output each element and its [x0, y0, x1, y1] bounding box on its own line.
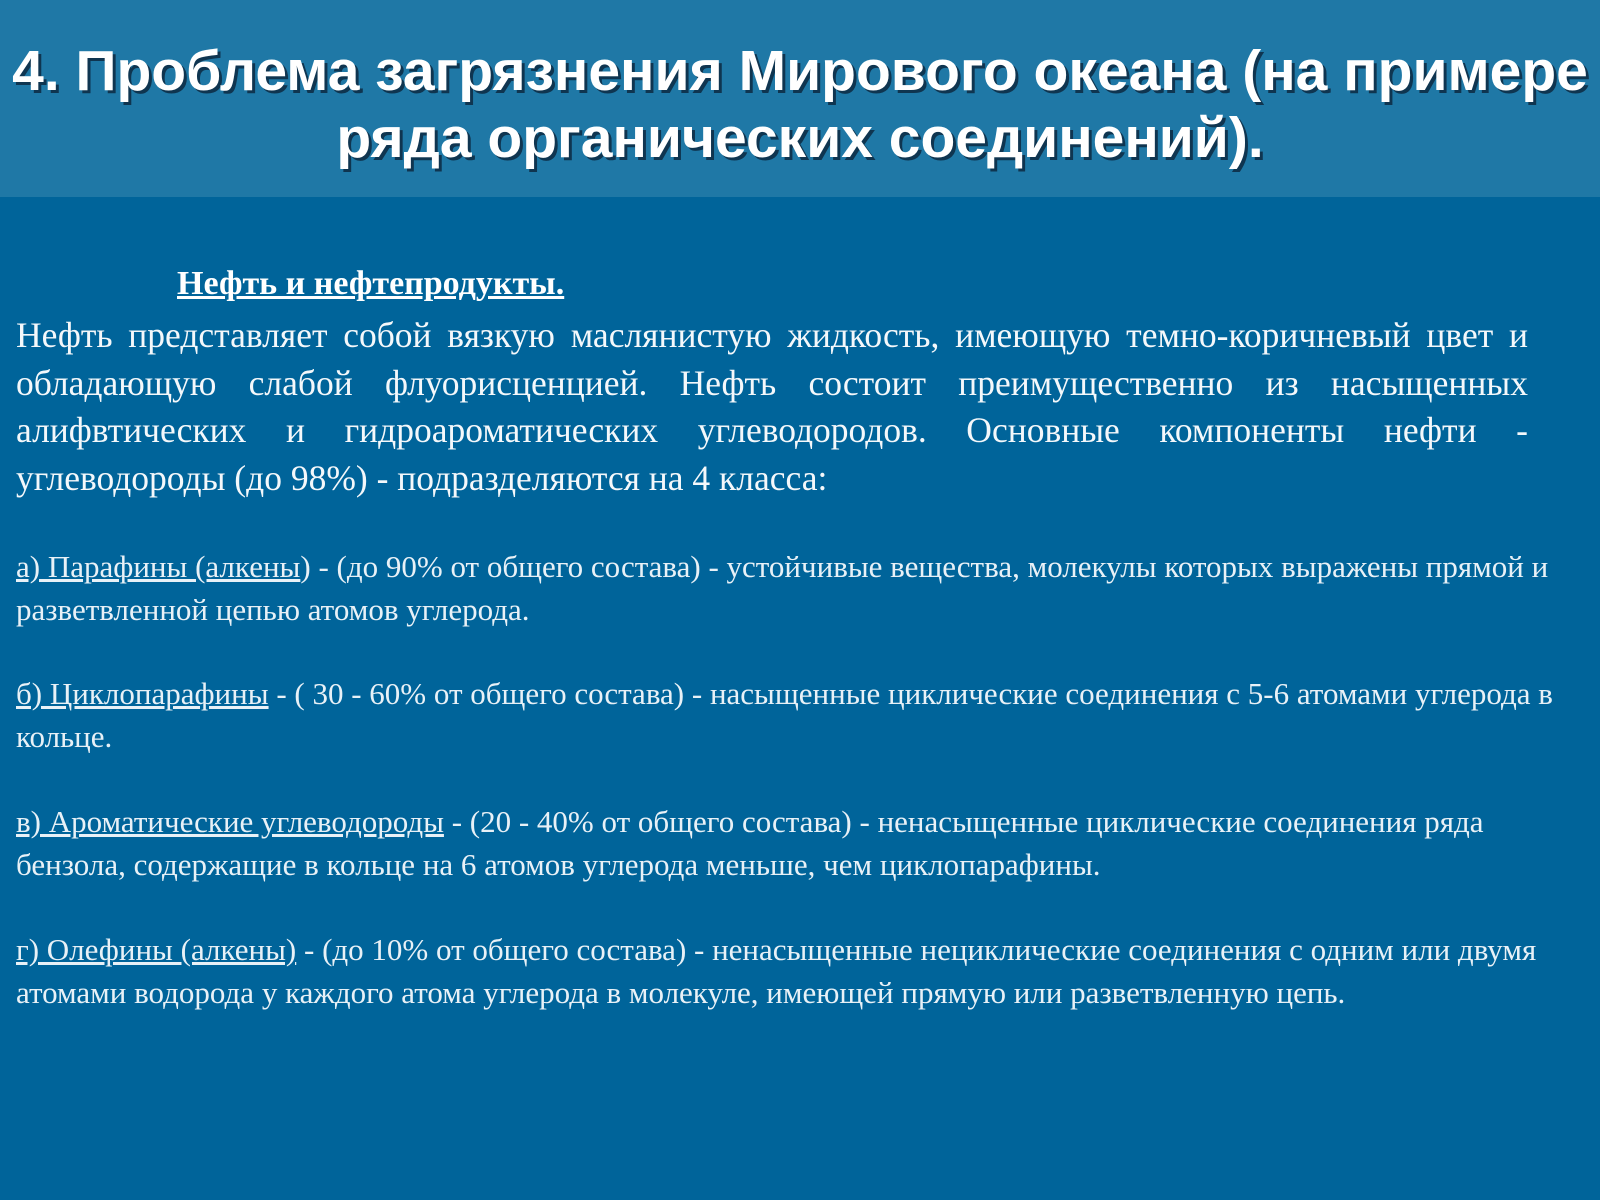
class-item-text: - (20 - 40% от общего состава) - ненасыщенные циклические соединения ряда бензола, содержащие в кольце на 6 атомов углерода меньше, чем циклопарафины.: [16, 804, 1484, 882]
class-item-label: а) Парафины (алкены: [16, 549, 301, 584]
class-item-label: б) Циклопарафины: [16, 676, 269, 711]
class-item-text: ) - (до 90% от общего состава) - устойчивые вещества, молекулы которых выражены прямой и разветвленной цепью атомов углерода.: [16, 549, 1549, 627]
slide-title: 4. Проблема загрязнения Мирового океана (на примере ряда органических соединений).: [12, 39, 1588, 170]
class-item-label: в) Ароматические углеводороды: [16, 804, 444, 839]
intro-paragraph: Нефть представляет собой вязкую маслянистую жидкость, имеющую темно-коричневый цвет и обладающую слабой флуорисценцией. Нефть состоит преимущественно из насыщенных алифвтических и гидроароматических углеводородов. Основные компоненты нефти - углеводороды (до 98%) - подразделяются на 4 класса:: [16, 315, 1528, 498]
class-item-cycloparaffins: [16, 672, 1556, 758]
class-item-aromatics: [16, 800, 1556, 886]
class-item-text: - ( 30 - 60% от общего состава) - насыщенные циклические соединения с 5-6 атомами углерода в кольце.: [16, 676, 1553, 754]
class-item-olefins: [16, 928, 1556, 1014]
class-item-label: г) Олефины (алкены): [16, 932, 297, 967]
class-item-paraffins: [16, 545, 1556, 631]
section-subheading: Нефть и нефтепродукты.: [177, 265, 565, 302]
class-item-text: - (до 10% от общего состава) - ненасыщенные нециклические соединения с одним или двумя атомами водорода у каждого атома углерода в молекуле, имеющей прямую или разветвленную цепь.: [16, 932, 1537, 1010]
